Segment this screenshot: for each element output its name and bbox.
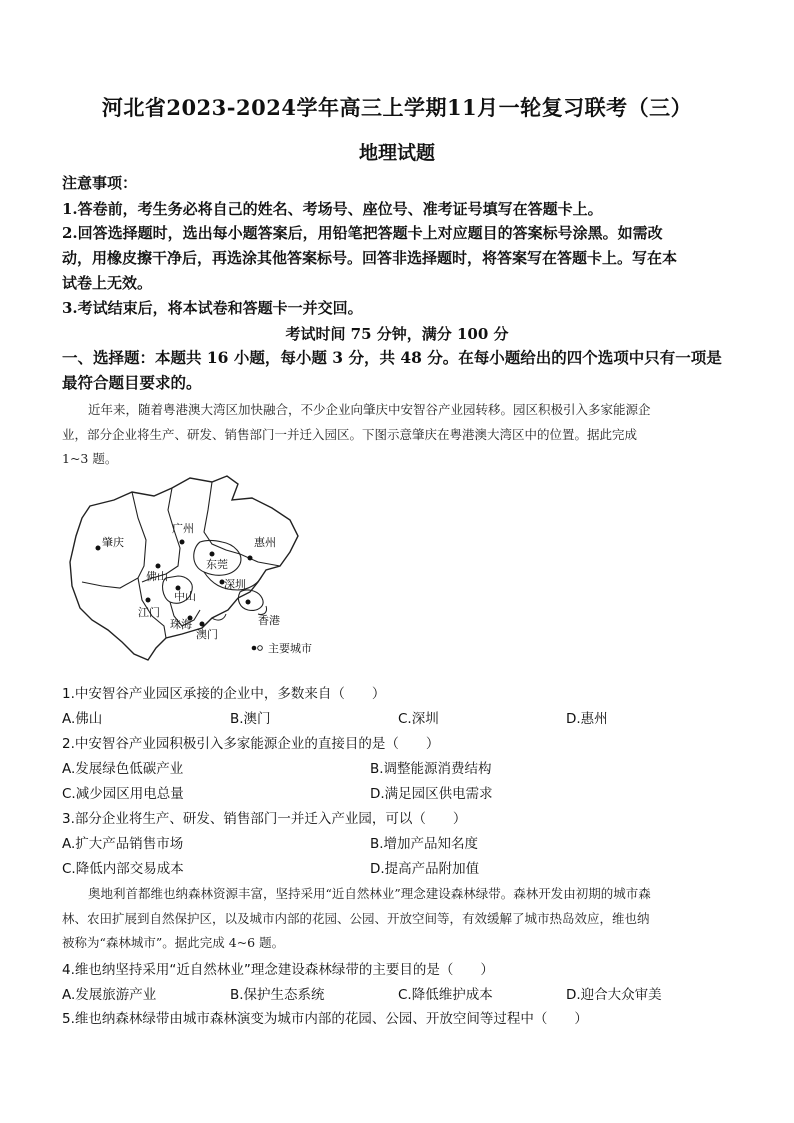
- map-legend-label: 主要城市: [268, 642, 312, 655]
- passage-2-line-1: 奥地利首都维也纳森林资源丰富，坚持采用“近自然林业”理念建设森林绿带。森林开发由初期的城市森: [88, 886, 651, 901]
- map-label-foshan: 佛山: [146, 570, 168, 583]
- passage-1-line-2: 业，部分企业将生产、研发、销售部门一并迁入园区。下图示意肇庆在粤港澳大湾区中的位置。据此完成: [62, 427, 638, 442]
- region-outline: [70, 476, 298, 660]
- map-label-guangzhou: 广州: [172, 522, 194, 535]
- exam-title: 河北省2023-2024学年高三上学期11月一轮复习联考（三）: [101, 95, 693, 120]
- question-4-option-a[interactable]: A.发展旅游产业: [62, 987, 157, 1003]
- notice-item-2-line-2: 动，用橡皮擦干净后，再选涂其他答案标号。回答非选择题时，将答案写在答题卡上。写在本: [62, 249, 678, 267]
- question-3-option-a[interactable]: A.扩大产品销售市场: [62, 836, 184, 852]
- question-4-stem: 4.维也纳坚持采用“近自然林业”理念建设森林绿带的主要目的是（ ）: [62, 962, 494, 978]
- passage-1-line-1: 近年来，随着粤港澳大湾区加快融合，不少企业向肇庆中安智谷产业园转移。园区积极引入多家能源企: [88, 402, 651, 417]
- question-2-option-b[interactable]: B.调整能源消费结构: [370, 761, 492, 777]
- city-dot-guangzhou: [180, 540, 185, 545]
- question-3-stem: 3.部分企业将生产、研发、销售部门一并迁入产业园，可以（ ）: [62, 811, 467, 827]
- city-dot-foshan: [156, 564, 161, 569]
- legend-dot-ring: [258, 646, 263, 651]
- question-3-option-b[interactable]: B.增加产品知名度: [370, 836, 479, 852]
- exam-info: 考试时间 75 分钟，满分 100 分: [285, 325, 509, 343]
- map-label-zhuhai: 珠海: [170, 618, 192, 631]
- map-label-dongguan: 东莞: [206, 558, 228, 571]
- question-4-option-d[interactable]: D.迎合大众审美: [566, 987, 662, 1003]
- boundary-huizhou: [204, 482, 280, 566]
- map-label-macau: 澳门: [196, 628, 218, 641]
- map-label-hongkong: 香港: [258, 614, 280, 627]
- question-4-option-b[interactable]: B.保护生态系统: [230, 987, 325, 1003]
- notice-item-1: 1.答卷前，考生务必将自己的姓名、考场号、座位号、准考证号填写在答题卡上。: [62, 200, 603, 218]
- hong-kong-island: [238, 590, 263, 610]
- question-2-stem: 2.中安智谷产业园积极引入多家能源企业的直接目的是（ ）: [62, 736, 440, 752]
- city-dot-jiangmen: [146, 598, 151, 603]
- section-heading-line-1: 一、选择题：本题共 16 小题，每小题 3 分，共 48 分。在每小题给出的四个选项中只有一项是: [62, 348, 722, 367]
- city-dot-hongkong: [246, 600, 251, 605]
- question-2-option-c[interactable]: C.减少园区用电总量: [62, 786, 184, 802]
- city-dot-huizhou: [248, 556, 253, 561]
- city-dot-dongguan: [210, 552, 215, 557]
- bay-area-map: [62, 470, 352, 666]
- question-1-option-a[interactable]: A.佛山: [62, 711, 103, 727]
- question-4-option-c[interactable]: C.降低维护成本: [398, 987, 493, 1003]
- question-1-option-d[interactable]: D.惠州: [566, 711, 608, 727]
- passage-2-line-3: 被称为“森林城市”。据此完成 4~6 题。: [62, 935, 285, 950]
- city-dot-zhaoqing: [96, 546, 101, 551]
- question-3-option-c[interactable]: C.降低内部交易成本: [62, 861, 184, 877]
- question-1-option-b[interactable]: B.澳门: [230, 711, 271, 727]
- section-heading-line-2: 最符合题目要求的。: [62, 373, 202, 392]
- map-label-huizhou: 惠州: [254, 536, 276, 549]
- map-label-jiangmen: 江门: [138, 606, 160, 619]
- notice-item-3: 3.考试结束后，将本试卷和答题卡一并交回。: [62, 299, 363, 317]
- question-5-stem: 5.维也纳森林绿带由城市森林演变为城市内部的花园、公园、开放空间等过程中（ ）: [62, 1011, 588, 1027]
- question-2-option-d[interactable]: D.满足园区供电需求: [370, 786, 493, 802]
- boundary-guangzhou: [142, 488, 180, 582]
- passage-1-line-3: 1~3 题。: [62, 451, 118, 466]
- map-label-shenzhen: 深圳: [224, 578, 246, 591]
- notice-item-2-line-1: 2.回答选择题时，选出每小题答案后，用铅笔把答题卡上对应题目的答案标号涂黑。如需改: [62, 224, 663, 242]
- question-1-option-c[interactable]: C.深圳: [398, 711, 439, 727]
- question-2-option-a[interactable]: A.发展绿色低碳产业: [62, 761, 184, 777]
- bay-area-map-svg: [62, 470, 352, 666]
- legend-dot: [252, 646, 257, 651]
- passage-2-line-2: 林、农田扩展到自然保护区，以及城市内部的花园、公园、开放空间等，有效缓解了城市热岛效应，维也纳: [62, 911, 650, 926]
- question-3-option-d[interactable]: D.提高产品附加值: [370, 861, 480, 877]
- question-1-stem: 1.中安智谷产业园区承接的企业中，多数来自（ ）: [62, 686, 386, 702]
- map-label-zhongshan: 中山: [174, 590, 196, 603]
- notice-item-2-line-3: 试卷上无效。: [62, 274, 153, 292]
- map-label-zhaoqing: 肇庆: [102, 536, 124, 549]
- notice-heading: 注意事项：: [62, 174, 138, 192]
- exam-subtitle: 地理试题: [358, 142, 435, 164]
- city-dot-macau: [200, 622, 205, 627]
